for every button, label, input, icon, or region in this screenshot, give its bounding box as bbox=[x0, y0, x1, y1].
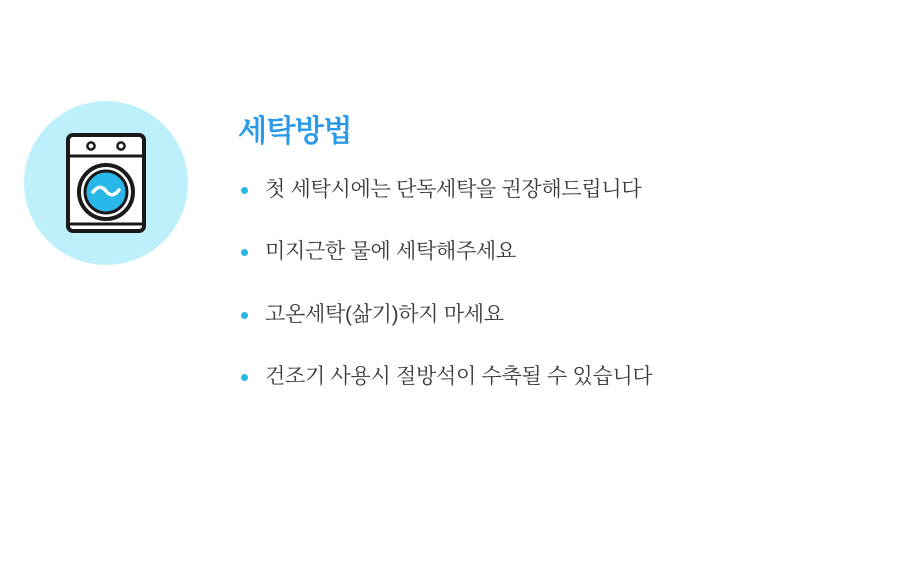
bullet-dot-icon bbox=[241, 187, 248, 194]
bullet-dot-icon bbox=[241, 249, 248, 256]
washing-machine-icon bbox=[65, 132, 147, 234]
icon-area bbox=[24, 101, 188, 265]
list-item-label: 건조기 사용시 절방석이 수축될 수 있습니다 bbox=[265, 364, 653, 388]
list-item bbox=[238, 363, 858, 390]
list-item-label: 고온세탁(삶기)하지 마세요 bbox=[265, 302, 504, 326]
care-instruction-list bbox=[238, 176, 858, 390]
bullet-dot-icon bbox=[241, 312, 248, 319]
list-item bbox=[238, 238, 858, 265]
list-item-label: 첫 세탁시에는 단독세탁을 권장해드립니다 bbox=[265, 178, 642, 201]
list-item bbox=[238, 176, 858, 203]
section-title: 세탁방법 bbox=[238, 115, 352, 148]
text-content bbox=[238, 114, 858, 390]
list-item-label: 미지근한 물에 세탁해주세요 bbox=[265, 240, 516, 264]
bullet-dot-icon bbox=[241, 374, 248, 381]
list-item bbox=[238, 301, 858, 328]
